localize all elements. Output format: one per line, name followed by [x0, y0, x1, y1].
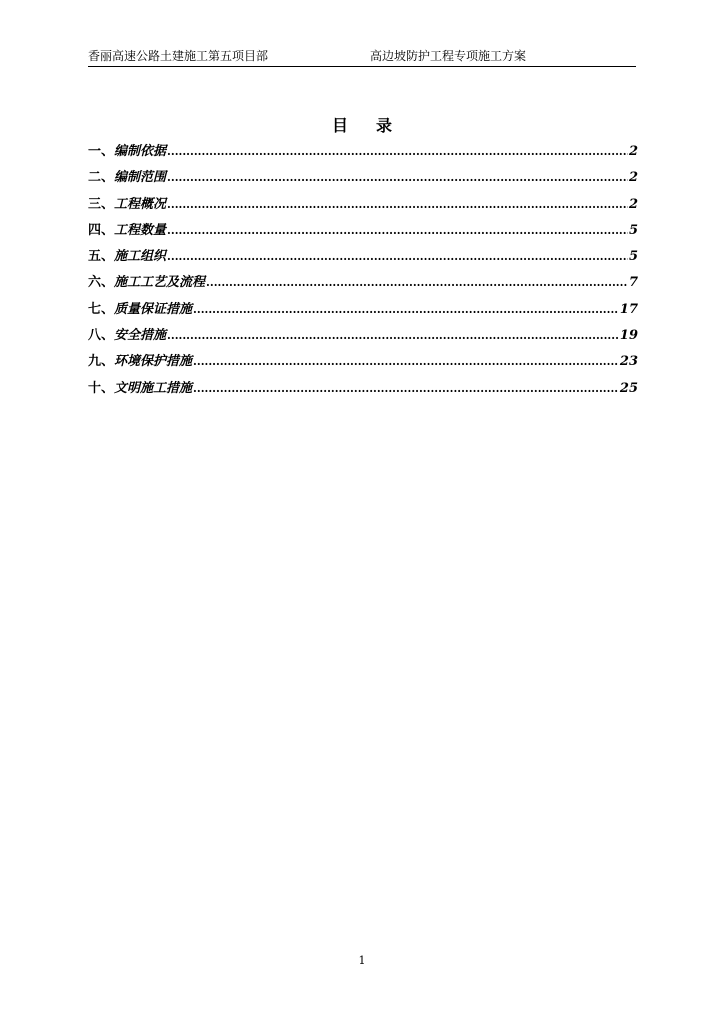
- toc-title: [0, 113, 724, 136]
- toc-title-char-2: 录: [376, 116, 393, 135]
- toc-leader-dots: [206, 276, 628, 289]
- toc-entry[interactable]: [88, 298, 638, 324]
- toc-entry[interactable]: [88, 245, 638, 271]
- toc-entry-number: 十、: [88, 380, 115, 396]
- toc-entry-label: 质量保证措施: [114, 301, 193, 317]
- toc-entry[interactable]: [88, 140, 638, 166]
- toc-entry[interactable]: [88, 377, 638, 403]
- toc-entry-label: 编制范围: [114, 170, 167, 186]
- toc-leader-dots: [167, 250, 628, 263]
- toc-entry-label: 工程概况: [114, 196, 167, 212]
- toc-entry-page: 2: [628, 196, 638, 212]
- toc-entry-number: 九、: [88, 354, 115, 370]
- toc-entry-label: 环境保护措施: [114, 354, 193, 370]
- page-number: 1: [358, 954, 366, 967]
- toc-leader-dots: [193, 382, 619, 395]
- toc-entry-label: 安全措施: [114, 328, 167, 344]
- toc-leader-dots: [167, 145, 628, 158]
- toc-entry-label: 编制依据: [114, 144, 167, 159]
- toc-leader-dots: [193, 355, 619, 368]
- toc-entry-page: 5: [628, 222, 638, 238]
- toc-entry-number: 一、: [88, 144, 115, 159]
- toc-leader-dots: [167, 224, 628, 237]
- toc-entry-page: 25: [619, 380, 638, 396]
- toc-entry-number: 五、: [88, 249, 115, 265]
- toc-entry-label: 工程数量: [114, 222, 167, 238]
- toc-entry-page: 23: [619, 354, 638, 370]
- toc-entry-number: 四、: [88, 222, 115, 238]
- toc-entry-page: 2: [628, 144, 638, 159]
- toc-leader-dots: [167, 329, 619, 342]
- toc-entry-label: 施工工艺及流程: [114, 275, 206, 291]
- toc-entry[interactable]: [88, 350, 638, 376]
- toc-entry[interactable]: [88, 219, 638, 245]
- toc-title-char-1: 目: [331, 116, 348, 135]
- toc-leader-dots: [167, 198, 628, 211]
- toc-leader-dots: [193, 303, 619, 316]
- header-organization: 香丽高速公路土建施工第五项目部: [88, 49, 269, 63]
- table-of-contents: [88, 140, 638, 403]
- page-header: [88, 48, 636, 67]
- toc-entry-page: 2: [628, 170, 638, 186]
- toc-entry[interactable]: [88, 324, 638, 350]
- toc-entry-page: 17: [619, 301, 638, 317]
- toc-entry[interactable]: [88, 193, 638, 219]
- toc-entry-number: 二、: [88, 170, 115, 186]
- toc-entry-number: 六、: [88, 275, 115, 291]
- toc-entry-page: 5: [628, 249, 638, 265]
- toc-entry-number: 八、: [88, 328, 115, 344]
- toc-entry-number: 三、: [88, 196, 115, 212]
- toc-entry-page: 19: [619, 328, 638, 344]
- toc-entry-number: 七、: [88, 301, 115, 317]
- header-document-title: 高边坡防护工程专项施工方案: [370, 49, 527, 63]
- toc-entry-label: 文明施工措施: [114, 380, 193, 396]
- toc-entry[interactable]: [88, 271, 638, 297]
- toc-entry-label: 施工组织: [114, 249, 167, 265]
- toc-entry-page: 7: [628, 275, 638, 291]
- toc-leader-dots: [167, 171, 628, 184]
- toc-entry[interactable]: [88, 166, 638, 192]
